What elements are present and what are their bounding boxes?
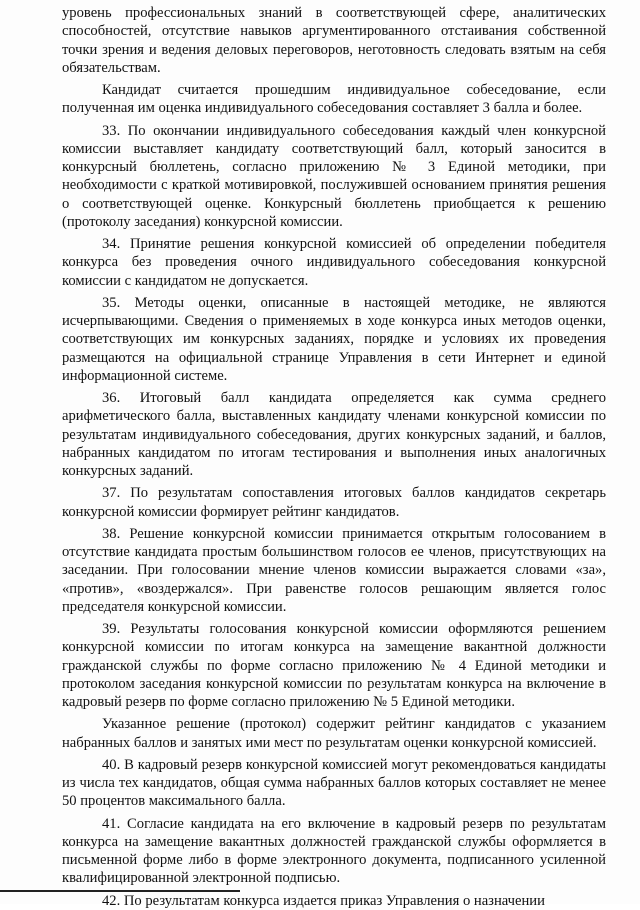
paragraph-41: 41. Согласие кандидата на его включение в кадровый резерв по результатам конкурса на замещение вакантных должностей гражданской службы оформляется в письменной форме либо в форме электронного документа, подписанного усиленной квалифицированной электронной подписью. (62, 815, 606, 887)
paragraph-34: 34. Принятие решения конкурсной комиссией об определении победителя конкурса без проведения очного индивидуального собеседования конкурсной комиссии с кандидатом не допускается. (62, 236, 606, 289)
paragraph-37: 37. По результатам сопоставления итоговых баллов кандидатов секретарь конкурсной комиссии формирует рейтинг кандидатов. (62, 485, 606, 520)
paragraph-continuation: уровень профессиональных знаний в соответствующей сфере, аналитических способностей, отсутствие навыков аргументированного отстаивания собственной точки зрения и ведения деловых переговоров, неготовность следовать взятым на себя обязательствам. (62, 5, 606, 76)
paragraph-35: 35. Методы оценки, описанные в настоящей методике, не являются исчерпывающими. Сведения о применяемых в ходе конкурса иных методов оценки, соответствующих им конкурсных заданиях, порядке и условиях их проведения размещаются на официальной странице Управления в сети Интернет и единой информационной системе. (62, 294, 606, 384)
paragraph-decision-content: Указанное решение (протокол) содержит рейтинг кандидатов с указанием набранных баллов и занятых ими мест по результатам оценки конкурсной комиссией. (62, 716, 606, 751)
paragraph-39: 39. Результаты голосования конкурсной комиссии оформляются решением конкурсной комиссии по итогам конкурса на замещение вакантной должности гражданской службы по форме согласно приложению № 4 Единой методики и протоколом заседания конкурсной комиссии по результатам конкурса на включение в кадровый резерв по форме согласно приложению № 5 Единой методики. (62, 621, 606, 710)
paragraph-42: 42. По результатам конкурса издается приказ Управления о назначении (102, 892, 545, 909)
paragraph-40: 40. В кадровый резерв конкурсной комиссией могут рекомендоваться кандидаты из числа тех кандидатов, общая сумма набранных баллов которых составляет не менее 50 процентов максимального балла. (62, 756, 606, 810)
paragraph-38: 38. Решение конкурсной комиссии принимается открытым голосованием в отсутствие кандидата простым большинством голосов ее членов, присутствующих на заседании. При голосовании мнение членов комиссии выражается словами «за», «против», «воздержался». При равенстве голосов решающим является голос председателя конкурсной комиссии. (62, 525, 606, 615)
paragraph-interview-passed: Кандидат считается прошедшим индивидуальное собеседование, если полученная им оценка индивидуального собеседования составляет 3 балла и более. (62, 82, 606, 117)
paragraph-33: 33. По окончании индивидуального собеседования каждый член конкурсной комиссии выставляет кандидату соответствующий балл, который заносится в конкурсный бюллетень, согласно приложению № 3 Единой методики, при необходимости с краткой мотивировкой, послужившей основанием принятия решения о соответствующей оценке. Конкурсный бюллетень приобщается к решению (протоколу заседания) конкурсной комиссии. (62, 122, 606, 230)
bottom-rule (0, 890, 240, 892)
paragraph-36: 36. Итоговый балл кандидата определяется как сумма среднего арифметического балла, выставленных кандидату членами конкурсной комиссии по результатам индивидуального собеседования, других конкурсных заданий, и баллов, набранных кандидатом по итогам тестирования и выполнения иных аналогичных конкурсных заданий. (62, 390, 606, 479)
